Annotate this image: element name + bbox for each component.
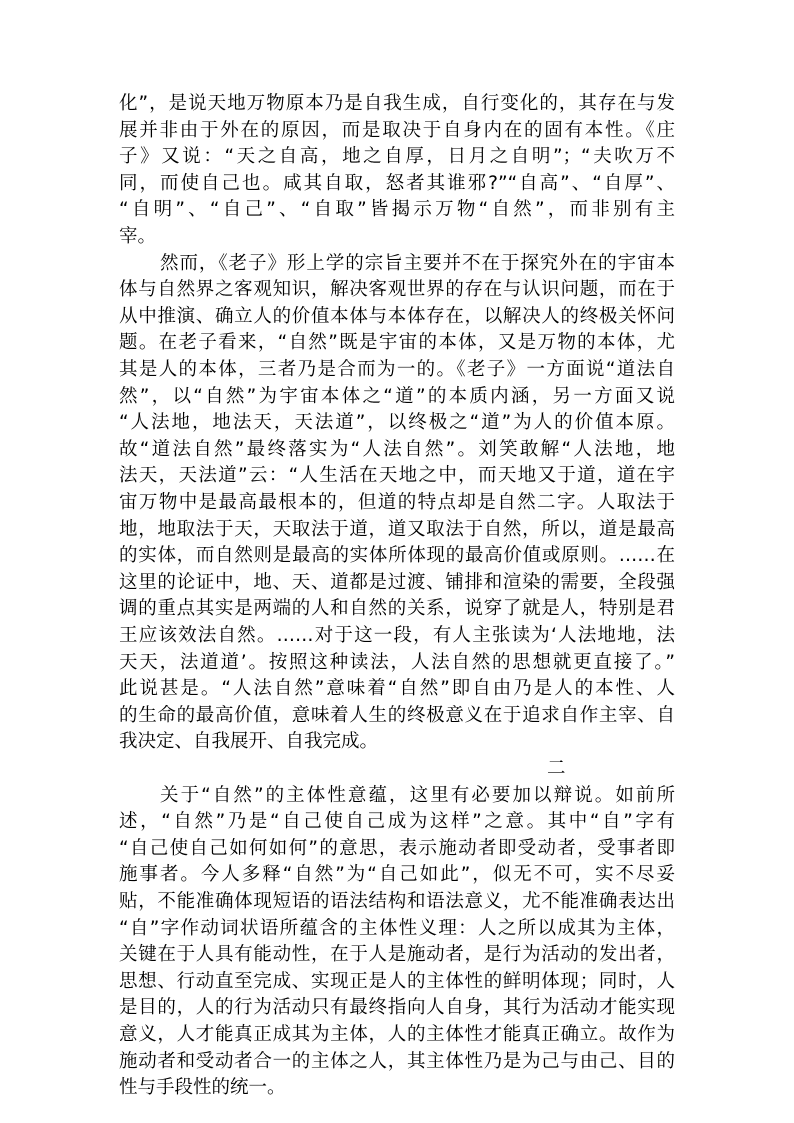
paragraph-first-line: 关于“自然”的主体性意蕴，这里有必要加以辩说。如前所 xyxy=(160,785,675,806)
text-line: 法天，天法道”云：“人生活在天地之中，而天地又于道，道在宇 xyxy=(119,465,675,486)
text-line: 此说甚是。“人法自然”意味着“自然”即自由乃是人的本性、人 xyxy=(119,678,675,699)
text-line: 是目的，人的行为活动只有最终指向人自身，其行为活动才能实现 xyxy=(119,997,675,1018)
text-line: “自己使自己如何如何”的意思，表示施动者即受动者，受事者即 xyxy=(119,838,675,859)
text-line: 宰。 xyxy=(119,226,157,247)
text-line: 施事者。今人多释“自然”为“自己如此”，似无不可，实不尽妥 xyxy=(119,864,675,885)
text-line: “自”字作动词状语所蕴含的主体性义理：人之所以成其为主体， xyxy=(119,918,675,939)
text-line: 故“道法自然”最终落实为“人法自然”。刘笑敢解“人法地，地 xyxy=(119,439,675,460)
text-line: 意义，人才能真正成其为主体，人的主体性才能真正确立。故作为 xyxy=(119,1024,675,1045)
text-line: 子》又说：“天之自高，地之自厚，日月之自明”；“夫吹万不 xyxy=(119,146,675,167)
text-line: 宙万物中是最高最根本的，但道的特点却是自然二字。人取法于 xyxy=(119,492,675,513)
text-line: 同，而使自己也。咸其自取，怒者其谁邪?”“自高”、“自厚”、 xyxy=(119,173,675,194)
text-line: 述，“自然”乃是“自己使自己成为这样”之意。其中“自”字有 xyxy=(119,811,675,832)
text-line: 我决定、自我展开、自我完成。 xyxy=(119,731,379,752)
text-line: 天天，法道道’。按照这种读法，人法自然的思想就更直接了。” xyxy=(119,652,675,673)
text-line: 地，地取法于天，天取法于道，道又取法于自然，所以，道是最高 xyxy=(119,519,675,540)
section-number: 二 xyxy=(547,758,566,779)
text-line: 施动者和受动者合一的主体之人，其主体性乃是为己与由己、目的 xyxy=(119,1051,675,1072)
text-line: 思想、行动直至完成、实现正是人的主体性的鲜明体现；同时，人 xyxy=(119,971,675,992)
text-line: 其是人的本体，三者乃是合而为一的。《老子》一方面说“道法自 xyxy=(119,359,675,380)
text-line: 化”，是说天地万物原本乃是自我生成，自行变化的，其存在与发 xyxy=(119,93,675,114)
text-line: 的生命的最高价值，意味着人生的终极意义在于追求自作主宰、自 xyxy=(119,705,675,726)
text-line: 然”，以“自然”为宇宙本体之“道”的本质内涵，另一方面又说 xyxy=(119,386,675,407)
text-line: 这里的论证中，地、天、道都是过渡、铺排和渲染的需要，全段强 xyxy=(119,572,675,593)
text-line: 题。在老子看来，“自然”既是宇宙的本体，又是万物的本体，尤 xyxy=(119,332,675,353)
text-line: 贴，不能准确体现短语的语法结构和语法意义，尤不能准确表达出 xyxy=(119,891,675,912)
text-line: 的实体，而自然则是最高的实体所体现的最高价值或原则。……在 xyxy=(119,545,675,566)
text-line: 关键在于人具有能动性，在于人是施动者，是行为活动的发出者， xyxy=(119,944,675,965)
paragraph-first-line: 然而，《老子》形上学的宗旨主要并不在于探究外在的宇宙本 xyxy=(160,253,675,274)
text-line: 王应该效法自然。……对于这一段，有人主张读为‘人法地地，法 xyxy=(119,625,675,646)
text-line: 从中推演、确立人的价值本体与本体存在，以解决人的终极关怀问 xyxy=(119,306,675,327)
text-line: 调的重点其实是两端的人和自然的关系，说穿了就是人，特别是君 xyxy=(119,598,675,619)
text-line: 性与手段性的统一。 xyxy=(119,1077,286,1098)
text-line: 体与自然界之客观知识，解决客观世界的存在与认识问题，而在于 xyxy=(119,279,675,300)
text-line: 展并非由于外在的原因，而是取决于自身内在的固有本性。《庄 xyxy=(119,120,675,141)
text-line: “人法地，地法天，天法道”，以终极之“道”为人的价值本原。 xyxy=(119,412,675,433)
text-line: “自明”、“自己”、“自取”皆揭示万物“自然”，而非别有主 xyxy=(119,199,675,220)
